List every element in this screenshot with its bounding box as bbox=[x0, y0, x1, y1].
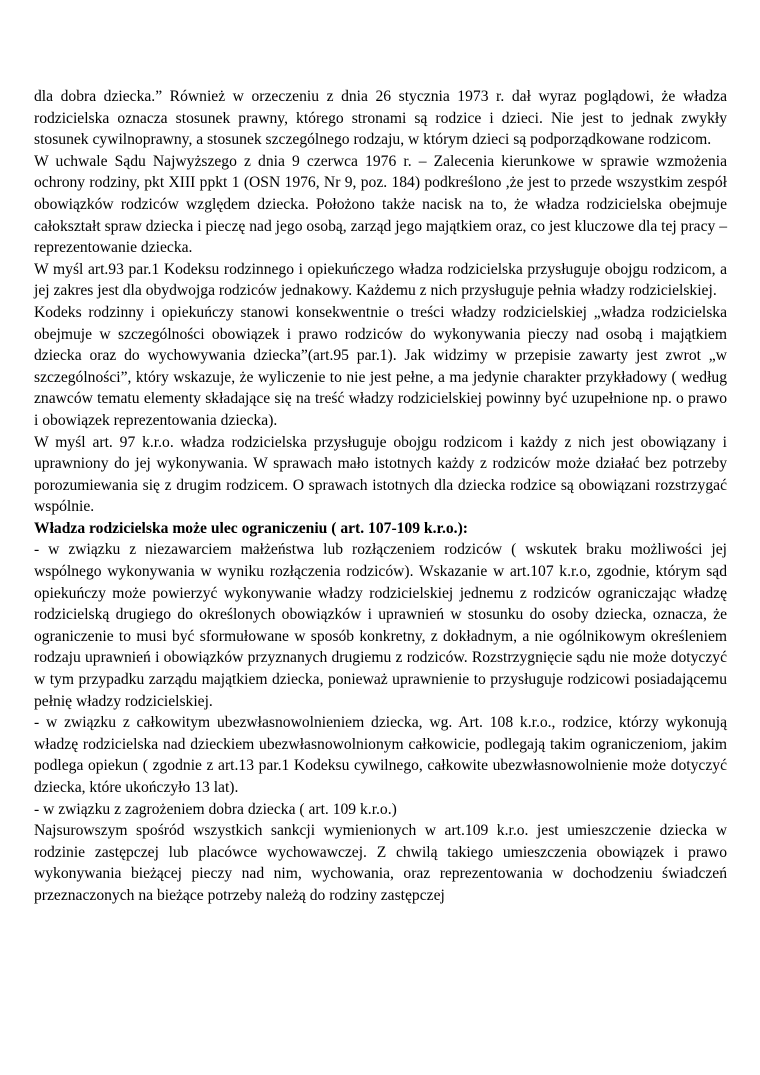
section-heading: Władza rodzicielska może ulec ograniczeniu ( art. 107-109 k.r.o.): bbox=[34, 519, 468, 537]
paragraph-3: W myśl art.93 par.1 Kodeksu rodzinnego i opiekuńczego władza rodzicielska przysługuje obojgu rodzicom, a jej zakres jest dla obydwojga rodziców jednakowy. Każdemu z nich przysługuje pełnia władzy rodzicielskiej. bbox=[34, 260, 727, 300]
list-item-2: - w związku z całkowitym ubezwłasnowolnieniem dziecka, wg. Art. 108 k.r.o., rodzice, którzy wykonują władzę rodzicielska nad dzieckiem ubezwłasnowolnionym całkowicie, podlegają takim ograniczeniom, jakim podlega opiekun ( zgodnie z art.13 par.1 Kodeksu cywilnego, całkowite ubezwłasnowolnienie może dotyczyć dziecka, które ukończyło 13 lat). bbox=[34, 714, 727, 796]
paragraph-4: Kodeks rodzinny i opiekuńczy stanowi konsekwentnie o treści władzy rodzicielskiej „władza rodzicielska obejmuje w szczególności obowiązek i prawo rodziców do wykonywania pieczy nad osobą i majątkiem dziecka oraz do wychowywania dziecka”(art.95 par.1). Jak widzimy w przepisie zawarty jest zwrot „w szczególności”, który wskazuje, że wyliczenie to nie jest pełne, a ma jedynie charakter przykładowy ( według znawców tematu elementy składające się na treść władzy rodzicielskiej powinny być uzupełnione np. o prawo i obowiązek reprezentowania dziecka). bbox=[34, 303, 727, 429]
document-page bbox=[34, 86, 727, 907]
list-item-1: - w związku z niezawarciem małżeństwa lub rozłączeniem rodziców ( wskutek braku możliwości jej wspólnego wykonywania w wyniku rozłączenia rodziców). Wskazanie w art.107 k.r.o, zgodnie, którym sąd opiekuńczy może powierzyć wykonywanie władzy rodzicielskiej jednemu z rodziców ograniczając władzę rodzicielską drugiego do określonych obowiązków i uprawnień w stosunku do osoby dziecka, oznacza, że ograniczenie to musi być sformułowane w sposób konkretny, z dokładnym, a nie ogólnikowym określeniem rodzaju uprawnień i obowiązków przyznanych drugiemu z rodziców. Rozstrzygnięcie sądu nie może dotyczyć w tym przypadku zarządu majątkiem dziecka, ponieważ uprawnienie to przysługuje rodzicowi posiadającemu pełnię władzy rodzicielskiej. bbox=[34, 541, 727, 710]
paragraph-2: W uchwale Sądu Najwyższego z dnia 9 czerwca 1976 r. – Zalecenia kierunkowe w sprawie wzmożenia ochrony rodziny, pkt XIII ppkt 1 (OSN 1976, Nr 9, poz. 184) podkreślono ,że jest to przede wszystkim zespół obowiązków rodziców względem dziecka. Położono także nacisk na to, że władza rodzicielska obejmuje całokształt spraw dziecka i pieczę nad jego osobą, zarząd jego majątkiem oraz, co jest kluczowe dla tej pracy – reprezentowanie dziecka. bbox=[34, 152, 727, 257]
paragraph-6: Najsurowszym spośród wszystkich sankcji wymienionych w art.109 k.r.o. jest umieszczenie dziecka w rodzinie zastępczej lub placówce wychowawczej. Z chwilą takiego umieszczenia obowiązek i prawo wykonywania bieżącej pieczy nad nim, wychowania, oraz reprezentowania w dochodzeniu świadczeń przeznaczonych na bieżące potrzeby należą do rodziny zastępczej bbox=[34, 822, 727, 904]
list-item-3: - w związku z zagrożeniem dobra dziecka ( art. 109 k.r.o.) bbox=[34, 800, 397, 818]
paragraph-5: W myśl art. 97 k.r.o. władza rodzicielska przysługuje obojgu rodzicom i każdy z nich jest obowiązany i uprawniony do jej wykonywania. W sprawach mało istotnych każdy z rodziców może działać bez potrzeby porozumiewania się z drugim rodzicem. O sprawach istotnych dla dziecka rodzice są obowiązani rozstrzygać wspólnie. bbox=[34, 433, 727, 516]
paragraph-1: dla dobra dziecka.” Również w orzeczeniu z dnia 26 stycznia 1973 r. dał wyraz poglądowi, że władza rodzicielska oznacza stosunek prawny, którego stronami są rodzice i dzieci. Nie jest to jednak zwykły stosunek cywilnoprawny, a stosunek szczególnego rodzaju, w którym dzieci są podporządkowane rodzicom. bbox=[34, 88, 727, 149]
